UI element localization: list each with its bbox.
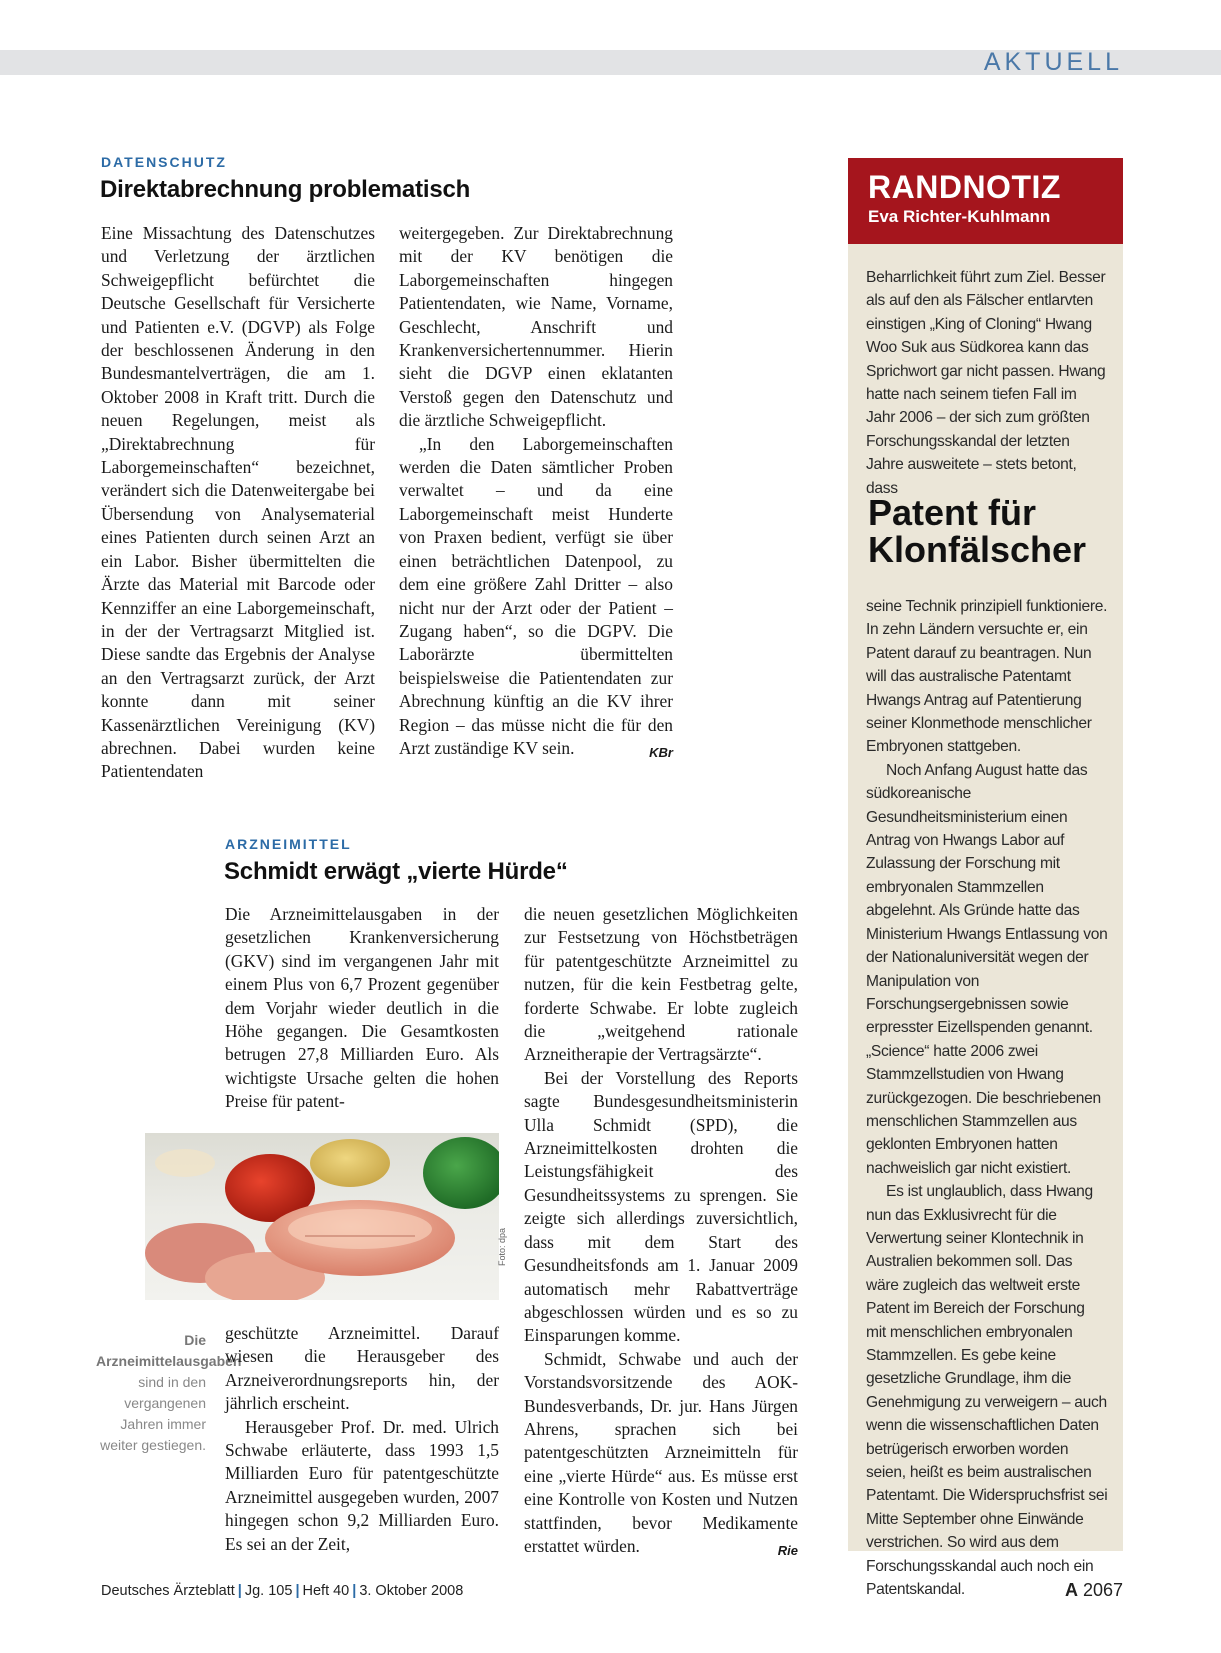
footer-date: 3. Oktober 2008: [359, 1583, 464, 1599]
sidebar-title: RANDNOTIZ: [868, 169, 1061, 205]
article2-paragraph: Schmidt, Schwabe und auch der Vorstandsvorsitzende des AOK-Bundesverbands, Dr. jur. Hans Jürgen Ahrens, sprachen sich bei patentgeschützten Arzneimitteln für eine „vierte Hürde“ aus. Es müsse erst eine Kontrolle von Kosten und Nutzen stattfinden, bevor Medikamente erstattet würden. Rie: [524, 1348, 798, 1559]
caption-text: sind in den vergangenen Jahren immer weiter gestiegen.: [100, 1374, 206, 1453]
article2-paragraph: die neuen gesetzlichen Möglichkeiten zur Festsetzung von Höchstbeträgen für patentgeschützte Arzneimittel zu nutzen, für die kein Festbetrag gelte, forderte Schwabe. Er lobte zugleich die „weitgehend rationale Arzneitherapie der Vertragsärzte“.: [524, 904, 798, 1065]
article2-paragraph: Herausgeber Prof. Dr. med. Ulrich Schwabe erläuterte, dass 1993 1,5 Milliarden Euro für patentgeschützte Arzneimittel ausgegeben wurden, 2007 hingegen schon 9,2 Milliarden Euro. Es sei an der Zeit,: [225, 1416, 499, 1554]
sidebar-header: [848, 158, 1123, 244]
page-number: [1065, 1580, 1123, 1601]
article1-column-1: [101, 222, 375, 784]
article2-paragraph: Bei der Vorstellung des Reports sagte Bundesgesundheitsministerin Ulla Schmidt (SPD), die Arzneimittelkosten drohten die Leistungsfähigkeit des Gesundheitssystems zu sprengen. Sie zeigte sich allerdings zuversichtlich, dass mit dem Start des Gesundheitsfonds am 1. Januar 2009 automatisch mehr Rabattverträge abgeschlossen würden und es so zu Einsparungen komme.: [524, 1067, 798, 1346]
footer-journal: Deutsches Ärzteblatt: [101, 1583, 235, 1599]
sidebar-paragraph: Beharrlichkeit führt zum Ziel. Besser als auf den als Fälscher entlarvten einstigen „King of Cloning“ Hwang Woo Suk aus Südkorea kann das Sprichwort gar nicht passen. Hwang hatte nach seinem tiefen Fall im Jahr 2006 – der sich zum größten Forschungsskandal der letzten Jahre ausweitete – stets betont, dass: [866, 269, 1106, 497]
page-prefix: A: [1064, 1580, 1078, 1600]
pills-illustration: [145, 1133, 499, 1300]
article1-paragraph: weitergegeben. Zur Direktabrechnung mit der KV benötigen die Laborgemeinschaften hingegen Patientendaten, wie Name, Vorname, Geschlecht, Anschrift und Krankenversichertennummer. Hierin sieht die DGVP einen eklatanten Verstoß gegen den Datenschutz und die ärztliche Schweigepflicht.: [399, 223, 673, 431]
sidebar-body: [866, 595, 1108, 1601]
footer-issue: Heft 40: [302, 1583, 350, 1599]
article2-column-1-top: [225, 903, 499, 1114]
sidebar-intro: [866, 266, 1108, 500]
article2-author: Rie: [777, 1542, 798, 1558]
article1-column-2: [399, 222, 673, 764]
sidebar-paragraph: Noch Anfang August hatte das südkoreanische Gesundheitsministerium einen Antrag von Hwangs Labor auf Zulassung der Forschung mit embryonalen Stammzellen abgelehnt. Als Gründe hatte das Ministerium Hwangs Entlassung von der Nationaluniversität wegen der Manipulation von Forschungsergebnissen sowie erpresster Eizellspenden genannt. „Science“ hatte 2006 zwei Stammzellstudien von Hwang zurückgezogen. Die beschriebenen menschlichen Stammzellen aus geklonten Embryonen hatten nachweislich gar nicht existiert.: [866, 761, 1108, 1177]
photo-credit: Foto: dpa: [497, 1227, 507, 1266]
sidebar-headline: Patent für Klonfälscher: [868, 492, 1087, 570]
sidebar-paragraph: Es ist unglaublich, dass Hwang nun das Exklusivrecht für die Verwertung seiner Klontechnik in Australien bekommen soll. Das wäre zugleich das weltweit erste Patent im Bereich der Forschung mit menschlichen embryonalen Stammzellen. Es gebe keine gesetzliche Grundlage, ihm die Genehmigung zu verweigern – auch wenn die wissenschaftlichen Daten betrügerisch erworben worden seien, heißt es beim australischen Patentamt. Die Widerspruchsfrist sei Mitte September ohne Einwände verstrichen. So wird aus dem Forschungsskandal auch noch ein Patentskandal.: [866, 1183, 1108, 1599]
section-label: AKTUELL: [983, 48, 1123, 76]
sidebar-author: Eva Richter-Kuhlmann: [868, 207, 1051, 226]
article2-paragraph: Die Arzneimittelausgaben in der gesetzlichen Krankenversicherung (GKV) sind im vergangenen Jahr mit einem Plus von 6,7 Prozent gegenüber dem Vorjahr wieder deutlich in die Höhe gegangen. Die Gesamtkosten betrugen 27,8 Milliarden Euro. Als wichtigste Ursache gelten die hohen Preise für patent-: [225, 904, 499, 1112]
sidebar-paragraph: seine Technik prinzipiell funktioniere. In zehn Ländern versuchte er, ein Patent darauf zu beantragen. Nun will das australische Patentamt Hwangs Antrag auf Patentierung seiner Klonmethode menschlicher Embryonen stattgeben.: [866, 598, 1108, 756]
article1-paragraph: „In den Laborgemeinschaften werden die Daten sämtlicher Proben verwaltet – und da eine Laborgemeinschaft meist Hunderte von Praxen bedient, verfügt sie über einen beträchtlichen Datenpool, zu dem eine größere Zahl Dritter – also nicht nur der Arzt oder der Patient – Zugang haben“, so die DGPV. Die Laborärzte übermittelten beispielsweise die Patientendaten zur Abrechnung künftig an die KV ihrer Region – das müsse nicht die für den Arzt zuständige KV sein. KBr: [399, 433, 673, 761]
article2-column-2: [524, 903, 798, 1562]
article1-paragraph: Eine Missachtung des Datenschutzes und Verletzung der ärztlichen Schweigepflicht befürchtet die Deutsche Gesellschaft für Versicherte und Patienten e.V. (DGVP) als Folge der beschlossenen Änderung in den Bundesmantelverträgen, die am 1. Oktober 2008 in Kraft tritt. Durch die neuen Regelungen, meist als „Direktabrechnung für Laborgemeinschaften“ bezeichnet, verändert sich die Datenweitergabe bei Übersendung von Analysematerial eines Patienten durch seinen Arzt an ein Labor. Bisher übermittelten die Ärzte das Material mit Barcode oder Kennziffer an eine Laborgemeinschaft, in der der Vertragsarzt Mitglied ist. Diese sandte das Ergebnis der Analyse an den Vertragsarzt zurück, der Arzt konnte dann mit seiner Kassenärztlichen Vereinigung (KV) abrechnen. Dabei wurden keine Patientendaten: [101, 223, 375, 782]
pills-photo: [145, 1133, 499, 1300]
photo-caption: [96, 1330, 242, 1456]
article1-kicker: DATENSCHUTZ: [101, 154, 227, 170]
article2-column-1-bottom: [225, 1322, 499, 1556]
article2-paragraph: geschützte Arzneimittel. Darauf wiesen die Herausgeber des Arzneiverordnungsreports hin, der jährlich erscheint.: [225, 1323, 499, 1414]
page-number-value: 2067: [1082, 1580, 1123, 1600]
article1-author: KBr: [649, 744, 673, 760]
footer-citation: Deutsches Ärzteblatt | Jg. 105 | Heft 40 | 3. Oktober 2008: [101, 1583, 464, 1599]
caption-lead: Die Arzneimittelausgaben: [96, 1332, 242, 1369]
article1-headline: Direktabrechnung problematisch: [100, 176, 471, 203]
footer-volume: Jg. 105: [244, 1583, 293, 1599]
article2-headline: Schmidt erwägt „vierte Hürde“: [224, 858, 568, 885]
article2-kicker: ARZNEIMITTEL: [225, 836, 352, 852]
